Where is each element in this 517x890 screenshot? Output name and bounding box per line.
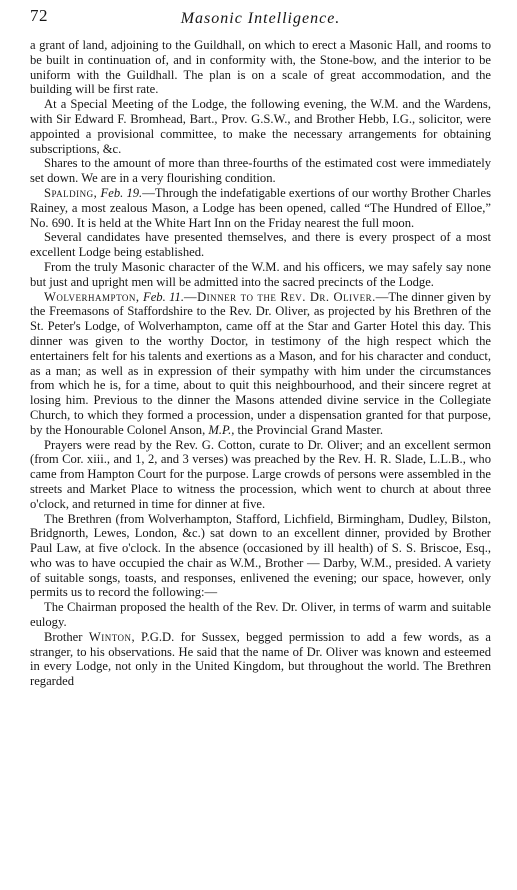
- paragraph-winton: Brother Winton, P.G.D. for Sussex, begged permission to add a few words, as a stranger, to his observations. He said that the name of Dr. Oliver was known and esteemed in every Lodge, not only in the United Kingdom, but throughout the world. The Brethren regarded: [30, 629, 492, 689]
- page-header: [30, 6, 491, 38]
- paragraph-prayers: Prayers were read by the Rev. G. Cotton, curate to Dr. Oliver; and an excellent sermon (from Cor. xiii., and 1, 2, and 3 verses) was preached by the Rev. H. R. Slade, L.L.B., who came from Hampton Court for the purpose. Large crowds of persons were assembled in the streets and Market Place to witness the procession, which went to church at about three o'clock, and returned in time for dinner at five.: [30, 437, 491, 511]
- paragraph-candidates: Several candidates have presented themselves, and there is every prospect of a most excellent Lodge being established.: [30, 230, 491, 260]
- dateline-date: Feb. 19.: [100, 185, 143, 200]
- paragraph-spalding: Spalding, Feb. 19.—Through the indefatigable exertions of our worthy Brother Charles Rainey, a most zealous Mason, a Lodge has been opened, called “The Hundred of Elloe,” No. 690. It is held at the White Hart Inn on the Friday nearest the full moon.: [30, 185, 491, 230]
- paragraph-shares: Shares to the amount of more than three-fourths of the estimated cost were immediately set down. We are in a very flourishing condition.: [30, 156, 491, 186]
- section-heading: —Dinner to the Rev. Dr. Oliver.: [183, 289, 376, 304]
- dateline-place: Spalding,: [44, 185, 98, 200]
- running-title: Masonic Intelligence.: [180, 10, 341, 27]
- page-number: 72: [30, 6, 48, 25]
- article-body: [30, 38, 491, 689]
- paragraph-character: From the truly Masonic character of the W.M. and his officers, we may safely say none but just and upright men will be admitted into the sacred precincts of the Lodge.: [30, 259, 491, 289]
- paragraph-guildhall: a grant of land, adjoining to the Guildhall, on which to erect a Masonic Hall, and rooms to be built in continuation of, and in conformity with, the Stone-bow, and the interior to be uniform with the Guildhall. The plan is on a scale of great accommodation, and the building will be first rate.: [30, 38, 491, 97]
- dateline-place: Wolverhampton,: [44, 289, 140, 304]
- dateline-date: Feb. 11.: [143, 289, 184, 304]
- paragraph-wolverhampton: Wolverhampton, Feb. 11.—Dinner to the Rev. Dr. Oliver.—The dinner given by the Freemasons of Staffordshire to the Rev. Dr. Oliver, as projected by his Brethren of the St. Peter's Lodge, of Wolverhampton, came off at the Star and Garter Hotel this day. This dinner was given to the worthy Doctor, in testimony of the high respect which the entertainers felt for his talents and exertions as a Mason, and for his character and conduct, as a man; as well as in expression of their sympathy with him under the circumstances from which he is, for a time, about to quit this neighbourhood, and their sincere regret at losing him. Previous to the dinner the Masons attended divine service in the Collegiate Church, to which they formed a procession, under a dispensation granted for that purpose, by the Honourable Colonel Anson, M.P., the Provincial Grand Master.: [30, 289, 491, 437]
- paragraph-special-meeting: At a Special Meeting of the Lodge, the following evening, the W.M. and the Wardens, with Sir Edward F. Bromhead, Bart., Prov. G.S.W., and Brother Hebb, I.G., solicitor, were appointed a provisional committee, to make the necessary arrangements for obtaining subscriptions, &c.: [30, 97, 491, 156]
- paragraph-chairman: The Chairman proposed the health of the Rev. Dr. Oliver, in terms of warm and suitable eulogy.: [30, 600, 491, 630]
- paragraph-brethren: The Brethren (from Wolverhampton, Stafford, Lichfield, Birmingham, Dudley, Bilston, Bridgnorth, Lewes, London, &c.) sat down to an excellent dinner, provided by Brother Paul Law, at five o'clock. In the absence (occasioned by ill health) of S. S. Briscoe, Esq., who was to have occupied the chair as W.M., Brother — Darby, W.M., presided. A variety of suitable songs, toasts, and responses, enlivened the evening; our space, however, only permits us to record the following:—: [30, 511, 491, 600]
